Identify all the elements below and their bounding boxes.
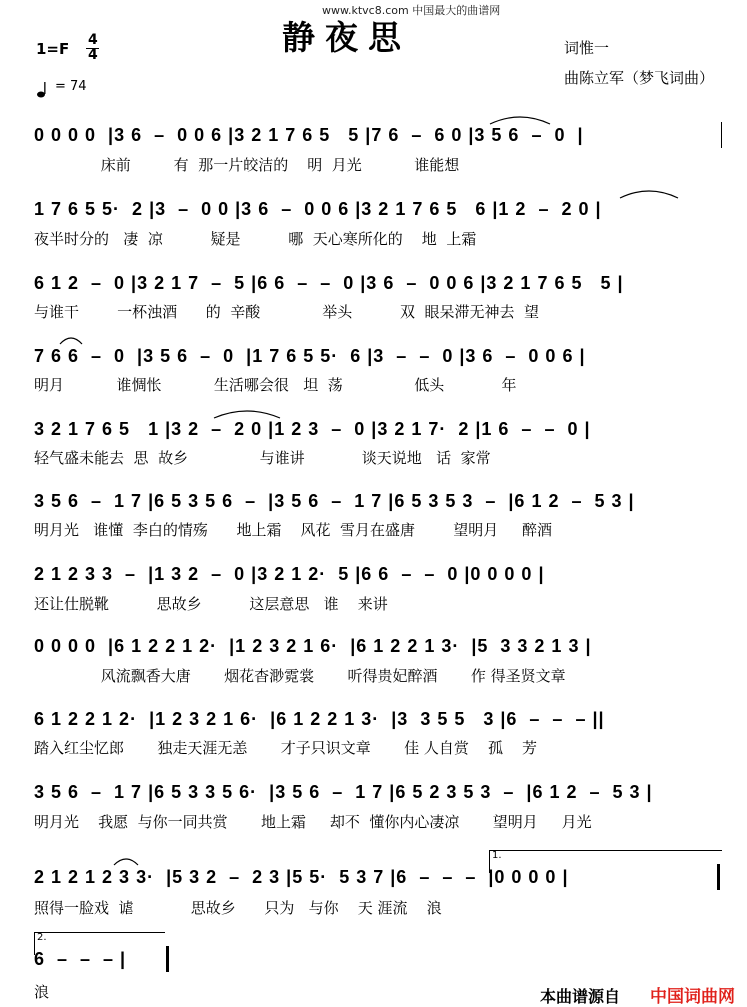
repeat-barline: [717, 864, 720, 890]
notation-line: 3 2 1 7 6 5 1 |3 2 – 2 0 |1 2 3 – 0 |3 2 1 7· 2 |1 6 – – 0 |: [34, 419, 591, 439]
composer-credit: 曲陈立军（梦飞词曲）: [564, 69, 715, 87]
notation-row: [0, 779, 747, 805]
footer-brand-link[interactable]: 中国词曲网: [650, 987, 735, 1007]
quarter-note-icon: [36, 82, 52, 98]
tempo-marking: = 74: [55, 79, 87, 94]
final-barline: [166, 946, 169, 972]
tie-mark: [488, 112, 552, 126]
barline: [721, 122, 722, 148]
notation-line: 3 5 6 – 1 7 |6 5 3 3 5 6· |3 5 6 – 1 7 |6 5 2 3 5 3 – |6 1 2 – 5 3 |: [34, 782, 653, 802]
notation-line: 6 1 2 2 1 2· |1 2 3 2 1 6· |6 1 2 2 1 3· |3 3 5 5 3 |6 – – – ||: [34, 709, 605, 729]
tie-mark: [212, 406, 282, 420]
lyric-line: 照得一脸戏 谑 思故乡 只为 与你 天 涯流 浪: [34, 899, 442, 917]
lyric-line: 床前 有 那一片皎洁的 明 月光 谁能想: [34, 156, 460, 174]
footer-source-text: 本曲谱源自: [540, 987, 621, 1006]
notation-row: [0, 946, 747, 972]
slur-mark: [58, 334, 84, 346]
notation-line: 2 1 2 1 2 3 3· |5 3 2 – 2 3 |5 5· 5 3 7 |6 – – – |0 0 0 0 |: [34, 867, 569, 887]
notation-row: [0, 633, 747, 659]
lyric-line: 与谁干 一杯浊酒 的 辛酸 举头 双 眼呆滞无神去 望: [34, 303, 540, 321]
lyric-line: 风流飘香大唐 烟花杳渺霓裳 听得贵妃醉酒 作 得圣贤文章: [34, 667, 566, 685]
lyric-line: 明月 谁惆怅 生活哪会很 坦 荡 低头 年: [34, 376, 517, 394]
time-signature-numerator: 4: [88, 32, 98, 48]
lyric-line: 踏入红尘忆郎 独走天涯无恙 才子只识文章 佳 人自赏 孤 芳: [34, 739, 538, 757]
lyric-line: 还让仕脱靴 思故乡 这层意思 谁 来讲: [34, 595, 388, 613]
lyricist-credit: 词惟一: [564, 39, 610, 57]
notation-line: 6 1 2 – 0 |3 2 1 7 – 5 |6 6 – – 0 |3 6 – 0 0 6 |3 2 1 7 6 5 5 |: [34, 273, 624, 293]
notation-row: [0, 488, 747, 514]
key-signature: 1=F: [36, 40, 70, 58]
lyric-line: 夜半时分的 凄 凉 疑是 哪 天心寒所化的 地 上霜: [34, 230, 477, 248]
notation-line: 0 0 0 0 |3 6 – 0 0 6 |3 2 1 7 6 5 5 |7 6 – 6 0 |3 5 6 – 0 |: [34, 125, 584, 145]
notation-line: 3 5 6 – 1 7 |6 5 3 5 6 – |3 5 6 – 1 7 |6 5 3 5 3 – |6 1 2 – 5 3 |: [34, 491, 635, 511]
notation-row: [0, 343, 747, 369]
notation-row: [0, 561, 747, 587]
tie-mark: [618, 186, 680, 200]
time-signature-denominator: 4: [88, 47, 98, 63]
notation-row: [0, 270, 747, 296]
slur-mark: [112, 855, 140, 867]
lyric-line: 明月光 谁懂 李白的情殇 地上霜 风花 雪月在盛唐 望明月 醉酒: [34, 521, 553, 539]
first-ending-label: 1.: [492, 850, 502, 861]
notation-line: 0 0 0 0 |6 1 2 2 1 2· |1 2 3 2 1 6· |6 1 2 2 1 3· |5 3 3 2 1 3 |: [34, 636, 592, 656]
notation-row: [0, 706, 747, 732]
notation-line: 2 1 2 3 3 – |1 3 2 – 0 |3 2 1 2· 5 |6 6 – – 0 |0 0 0 0 |: [34, 564, 545, 584]
notation-row: [0, 864, 747, 890]
notation-line: 6 – – – |: [34, 949, 127, 969]
song-title: 静夜思: [282, 18, 411, 57]
notation-row: [0, 122, 747, 148]
lyric-line: 浪: [34, 983, 50, 1001]
lyric-line: 明月光 我愿 与你一同共赏 地上霜 却不 懂你内心凄凉 望明月 月光: [34, 813, 592, 831]
notation-line: 1 7 6 5 5· 2 |3 – 0 0 |3 6 – 0 0 6 |3 2 1 7 6 5 6 |1 2 – 2 0 |: [34, 199, 602, 219]
second-ending-label: 2.: [37, 932, 47, 943]
notation-row: [0, 416, 747, 442]
notation-line: 7 6 6 – 0 |3 5 6 – 0 |1 7 6 5 5· 6 |3 – – 0 |3 6 – 0 0 6 |: [34, 346, 586, 366]
site-url: www.ktvc8.com 中国最大的曲谱网: [322, 4, 501, 17]
lyric-line: 轻气盛未能去 思 故乡 与谁讲 谈天说地 话 家常: [34, 449, 491, 467]
